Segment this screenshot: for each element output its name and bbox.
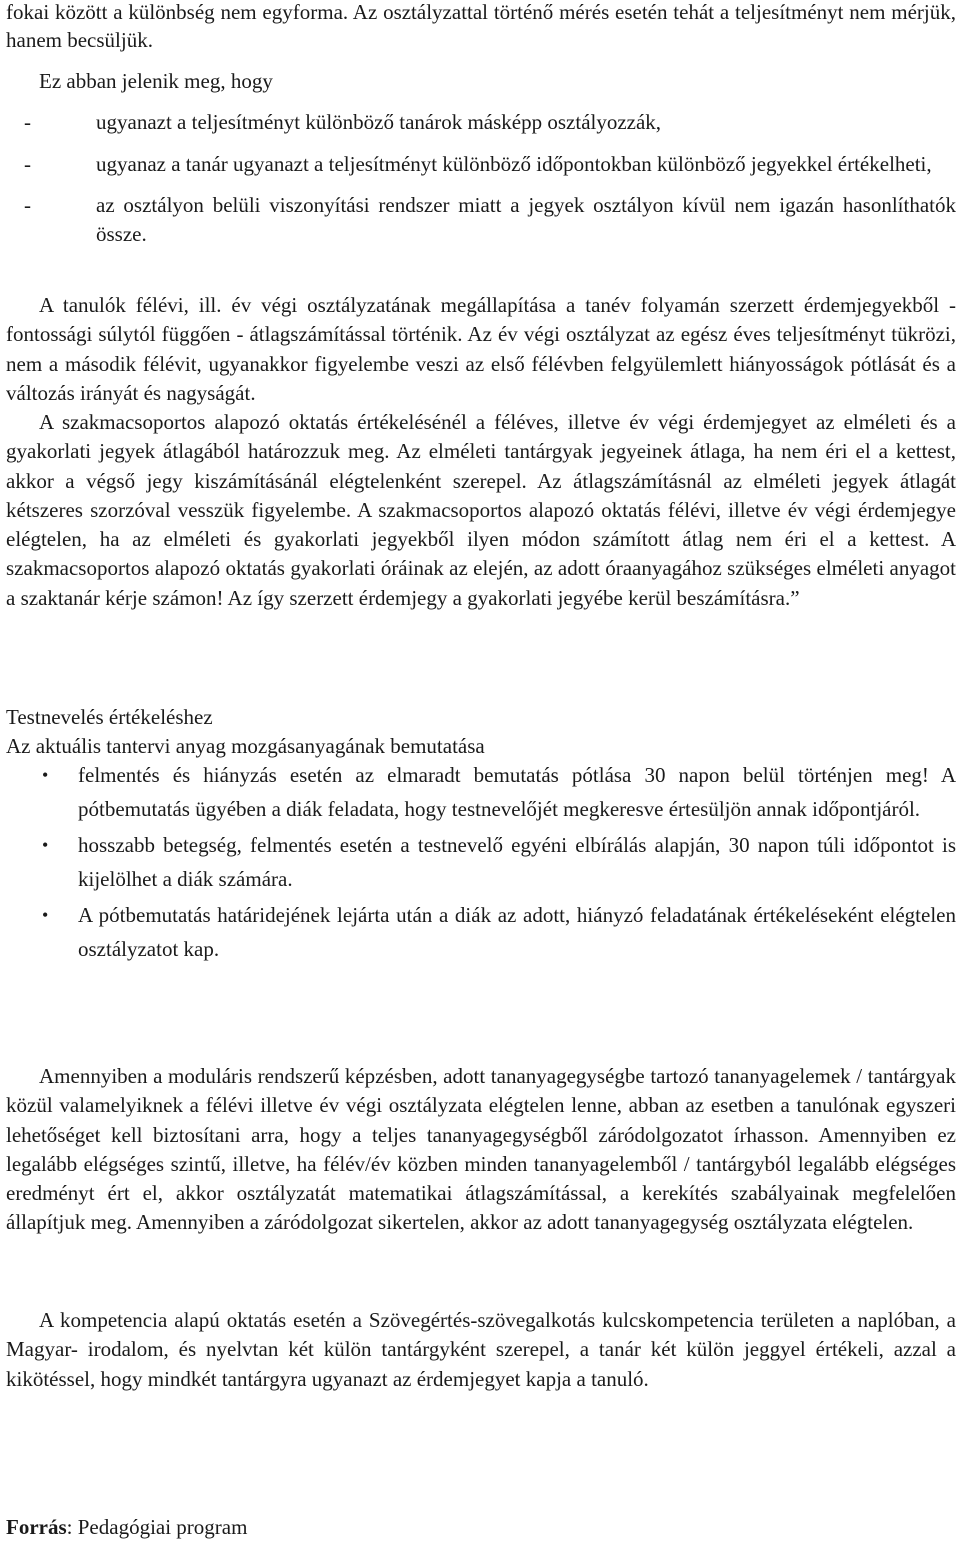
source-label: Forrás <box>6 1515 67 1539</box>
bullet-list <box>6 759 956 966</box>
dash-marker: - <box>24 110 31 134</box>
paragraph-intro: Ez abban jelenik meg, hogy <box>39 69 273 93</box>
paragraph-kompetencia: A kompetencia alapú oktatás esetén a Szövegértés-szövegalkotás kulcskompetencia területen a naplóban, a Magyar- irodalom, és nyelvtan két külön tantárgyként szerepel, a tanár két külön jeggyel értékeli, azzal a kikötéssel, hogy mindkét tantárgyra ugyanazt az érdemjegyet kapja a tanuló. <box>6 1308 956 1391</box>
dash-list-item <box>24 191 956 249</box>
paragraph-modularis: Amennyiben a moduláris rendszerű képzésben, adott tananyagegységbe tartozó tananyagelemek / tantárgyak közül valamelyiknek a félévi illetve év végi osztályzata elégtelen lenne, abban az esetben a tanulónak egyszeri lehetőséget kell biztosítani arra, hogy a teljes tananyagegységből záródolgozatot írhasson. Amennyiben ez legalább elégséges szintű, illetve, ha félév/év közben minden tananyagelemből / tantárgyból legalább elégséges eredményt ért el, akkor osztályzatát matematikai átlagszámítással, a kerekítés szabályainak megfelelően állapítjuk meg. Amennyiben a záródolgozat sikertelen, akkor az adott tananyagegység osztályzata elégtelen. <box>6 1064 956 1235</box>
dash-marker: - <box>24 193 31 217</box>
bullet-list-item <box>6 759 956 826</box>
bullet-item-text: A pótbemutatás határidejének lejárta után a diák az adott, hiányzó feladatának értékeléseként elégtelen osztályzatot kap. <box>78 903 956 961</box>
source-value: Pedagógiai program <box>77 1515 248 1539</box>
dash-list <box>24 108 956 249</box>
bullet-list-item <box>6 899 956 966</box>
dash-list-item <box>24 150 956 179</box>
bullet-marker: • <box>42 905 49 925</box>
source-separator: : <box>66 1515 78 1539</box>
dash-item-text: az osztályon belüli viszonyítási rendszer miatt a jegyek osztályon kívül nem igazán hasonlíthatók össze. <box>96 193 956 246</box>
dash-list-item <box>24 108 956 137</box>
bullet-item-text: felmentés és hiányzás esetén az elmaradt bemutatás pótlása 30 napon belül történjen meg! A pótbemutatás ügyében a diák feladata, hogy testnevelőjét megkeresve értesüljön annak időpontjáról. <box>78 763 956 821</box>
paragraph-top: fokai között a különbség nem egyforma. Az osztályzattal történő mérés esetén tehát a teljesítményt nem mérjük, hanem becsüljük. <box>6 0 956 52</box>
dash-marker: - <box>24 152 31 176</box>
bullet-item-text: hosszabb betegség, felmentés esetén a testnevelő egyéni elbírálás alapján, 30 napon túli időpontot is kijelölhet a diák számára. <box>78 833 956 891</box>
paragraph-szakmacsoportos: A szakmacsoportos alapozó oktatás értékelésénél a féléves, illetve év végi érdemjegyet az elméleti és a gyakorlati jegyek átlagából határozzuk meg. Az elméleti tantárgyak jegyeinek átlaga, ha nem éri el a kettest, akkor a végső jegy kiszámításánál elégtelenként szerepel. Az átlagszámításnál az elméleti jegyek átlagát kétszeres szorzóval vesszük figyelembe. A szakmacsoportos alapozó oktatás félévi, illetve év végi érdemjegye elégtelen, ha az elméleti és gyakorlati jegyekből ilyen módon számított átlag nem éri el a kettest. A szakmacsoportos alapozó oktatás gyakorlati óráinak az elején, az adott óraanyagához szükséges elméleti anyagot a szaktanár kérje számon! Az így szerzett érdemjegy a gyakorlati jegyébe kerül beszámításra.” <box>6 410 956 610</box>
dash-item-text: ugyanazt a teljesítményt különböző tanárok másképp osztályozzák, <box>96 110 662 134</box>
bullet-marker: • <box>42 835 49 855</box>
bullet-list-item <box>6 829 956 896</box>
source-line <box>6 1515 247 1539</box>
paragraph-felevi: A tanulók félévi, ill. év végi osztályzatának megállapítása a tanév folyamán szerzett érdemjegyekből - fontossági súlytól függően - átlagszámítással történik. Az év végi osztályzat az egész éves teljesítményt tükrözi, nem a második félévit, ugyanakkor figyelembe veszi az első félévben felgyülemlett hiányosságok pótlását és a változás irányát és nagyságát. <box>6 293 956 405</box>
heading-aktualis: Az aktuális tantervi anyag mozgásanyagának bemutatása <box>6 734 485 758</box>
dash-item-text: ugyanaz a tanár ugyanazt a teljesítményt különböző időpontokban különböző jegyekkel értékelheti, <box>96 152 932 176</box>
heading-testneveles: Testnevelés értékeléshez <box>6 705 213 729</box>
bullet-marker: • <box>42 765 49 785</box>
